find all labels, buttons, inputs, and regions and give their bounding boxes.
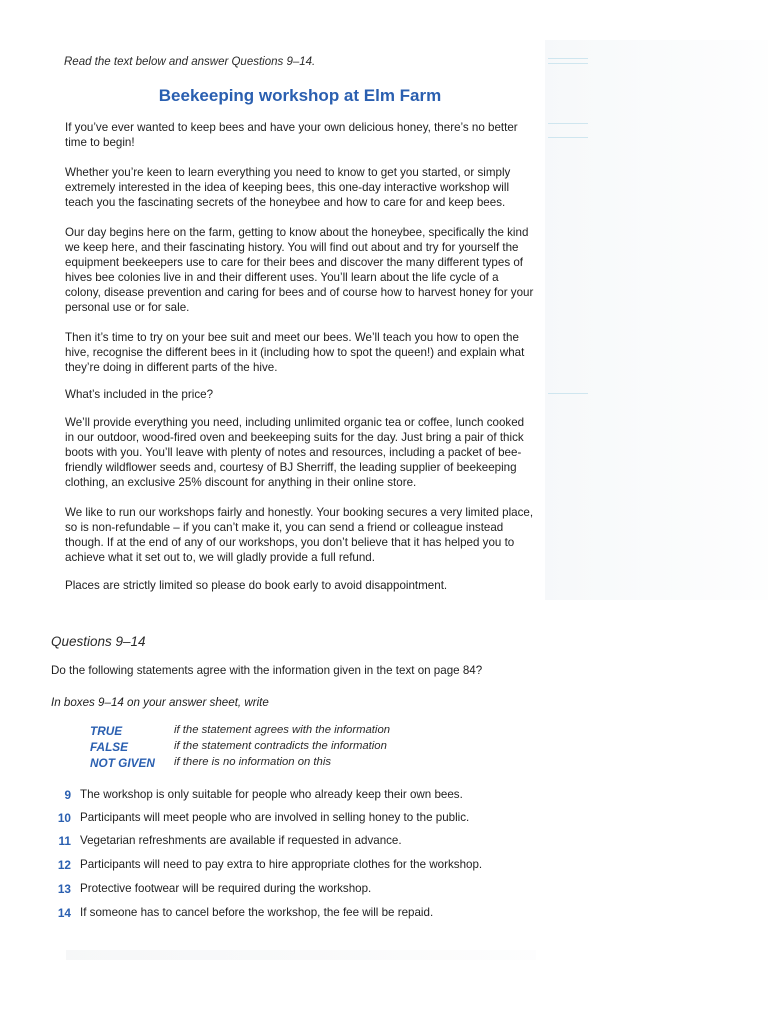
- show-through-line: [548, 63, 588, 64]
- questions-instruction: In boxes 9–14 on your answer sheet, write: [51, 696, 269, 709]
- paragraph-workshop-overview: Whether you’re keen to learn everything you need to know to get you started, or simply extremely interested in the idea of keeping bees, this one-day interactive workshop will teach you the fascinating secrets of the honeybee and how to care for and keep bees.: [65, 166, 511, 209]
- paragraph-price-heading: What’s included in the price?: [65, 388, 214, 401]
- paragraph-price-details: We’ll provide everything you need, including unlimited organic tea or coffee, lunch cooked in our outdoor, wood-fired oven and beekeeping suits for the day. Just bring a pair of thick boots with you. You’ll leave with plenty of notes and resources, including a packet of bee-friendly wildflower seeds and, courtesy of BJ Sherriff, the leading supplier of beekeeping clothing, an exclusive 25% discount for anything in their online store.: [65, 416, 525, 489]
- statement-item: [51, 811, 571, 829]
- legend-description: if the statement contradicts the information: [174, 740, 387, 752]
- reverse-side-show-through: [545, 40, 768, 600]
- statement-number: 12: [57, 858, 71, 872]
- paragraph-refund-policy: We like to run our workshops fairly and honestly. Your booking secures a very limited place, so is non-refundable – if you can’t make it, you can send a friend or colleague instead though. If at the end of any of our workshops, you don’t believe that it has helped you to achieve what it set out to, we will gladly provide a full refund.: [65, 506, 534, 564]
- statement-item: [51, 858, 571, 876]
- questions-prompt: Do the following statements agree with the information given in the text on page 84?: [51, 664, 483, 677]
- statement-number: 9: [64, 788, 71, 802]
- paragraph-bee-suit: Then it’s time to try on your bee suit and meet our bees. We’ll teach you how to open the hive, recognise the different bees in it (including how to spot the queen!) and explain what they’re doing in different parts of the hive.: [65, 331, 525, 374]
- legend-description: if there is no information on this: [174, 756, 331, 768]
- questions-heading: Questions 9–14: [51, 634, 146, 649]
- show-through-line: [548, 58, 588, 59]
- statement-text: Protective footwear will be required during the workshop.: [80, 882, 372, 895]
- statement-item: [51, 882, 571, 900]
- paragraph-intro: If you’ve ever wanted to keep bees and have your own delicious honey, there’s no better time to begin!: [65, 121, 518, 149]
- statement-text: Participants will need to pay extra to hire appropriate clothes for the workshop.: [80, 858, 483, 871]
- paragraph-closing: Places are strictly limited so please do book early to avoid disappointment.: [65, 579, 448, 592]
- statement-text: Vegetarian refreshments are available if requested in advance.: [80, 834, 402, 847]
- legend-key: FALSE: [90, 740, 129, 754]
- show-through-line: [548, 123, 588, 124]
- statement-number: 14: [57, 906, 71, 920]
- statement-number: 13: [57, 882, 71, 896]
- statement-item: [51, 834, 571, 852]
- statement-item: [51, 906, 571, 924]
- statement-text: Participants will meet people who are involved in selling honey to the public.: [80, 811, 470, 824]
- statement-text: The workshop is only suitable for people who already keep their own bees.: [80, 788, 463, 801]
- article-title: Beekeeping workshop at Elm Farm: [158, 86, 442, 105]
- reading-instruction: Read the text below and answer Questions 9–14.: [64, 56, 316, 68]
- reverse-side-show-through: [66, 950, 536, 960]
- statement-item: [51, 788, 571, 806]
- statement-number: 11: [58, 834, 71, 848]
- statement-text: If someone has to cancel before the workshop, the fee will be repaid.: [80, 906, 434, 919]
- show-through-line: [548, 137, 588, 138]
- legend-description: if the statement agrees with the information: [174, 724, 391, 736]
- statement-number: 10: [57, 811, 71, 825]
- show-through-line: [548, 393, 588, 394]
- paragraph-day-schedule: Our day begins here on the farm, getting to know about the honeybee, specifically the kind we keep here, and their fascinating history. You will find out about and try for yourself the equipment beekeepers use to care for their bees and discover the many different types of hives bee colonies live in and their different uses. You’ll learn about the life cycle of a colony, disease prevention and caring for bees and of course how to harvest honey for your personal use or for sale.: [65, 226, 534, 314]
- legend-key: TRUE: [90, 724, 123, 738]
- legend-key: NOT GIVEN: [90, 756, 155, 770]
